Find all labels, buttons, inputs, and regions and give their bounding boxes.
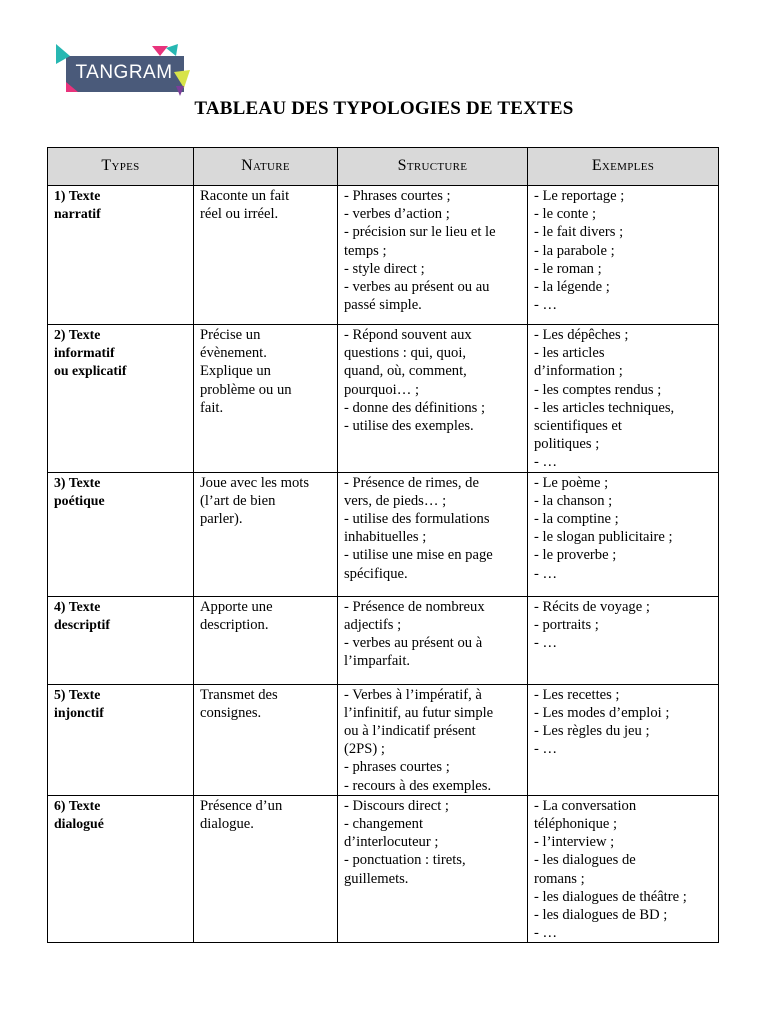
cell-line: - La conversation bbox=[534, 797, 637, 814]
cell-exemples bbox=[528, 472, 719, 596]
cell-line: - l’interview ; bbox=[534, 834, 615, 851]
cell-line: Apporte une bbox=[200, 598, 273, 615]
cell-line: (2PS) ; bbox=[344, 741, 385, 758]
typologies-table bbox=[47, 147, 719, 943]
cell-line: - portraits ; bbox=[534, 616, 599, 633]
cell-line: dialogué bbox=[54, 816, 104, 832]
cell-line: temps ; bbox=[344, 242, 387, 259]
cell-line: 1) Texte bbox=[54, 188, 101, 203]
cell-line: d’interlocuteur ; bbox=[344, 834, 439, 851]
cell-line: - utilise une mise en page bbox=[344, 547, 493, 564]
cell-line: - changement bbox=[344, 816, 424, 833]
table-row bbox=[48, 795, 719, 943]
cell-line: téléphonique ; bbox=[534, 816, 618, 833]
cell-line: parler). bbox=[200, 511, 243, 528]
cell-structure bbox=[338, 472, 528, 596]
cell-line: passé simple. bbox=[344, 297, 422, 314]
cell-line: - style direct ; bbox=[344, 260, 425, 277]
cell-line: - Les dépêches ; bbox=[534, 327, 629, 343]
cell-exemples bbox=[528, 795, 719, 943]
table-row bbox=[48, 186, 719, 325]
cell-line: (l’art de bien bbox=[200, 492, 276, 509]
cell-line: - utilise des exemples. bbox=[344, 418, 474, 435]
cell-structure bbox=[338, 325, 528, 473]
cell-line: ou explicatif bbox=[54, 363, 127, 379]
header-structure: Structure bbox=[338, 148, 528, 186]
cell-line: - recours à des exemples. bbox=[344, 777, 492, 794]
cell-line: - la comptine ; bbox=[534, 511, 619, 528]
cell-line: - Les recettes ; bbox=[534, 686, 620, 703]
cell-nature bbox=[194, 186, 338, 325]
cell-line: problème ou un bbox=[200, 381, 292, 398]
cell-line: guillemets. bbox=[344, 870, 409, 887]
cell-line: - Récits de voyage ; bbox=[534, 598, 650, 615]
table-row bbox=[48, 325, 719, 473]
cell-line: - verbes au présent ou à bbox=[344, 635, 483, 652]
table-row bbox=[48, 596, 719, 684]
cell-line: romans ; bbox=[534, 870, 585, 887]
cell-line: - les articles bbox=[534, 345, 605, 362]
cell-line: quand, où, comment, bbox=[344, 363, 467, 380]
tangram-logo bbox=[56, 42, 190, 98]
cell-line: - ponctuation : tirets, bbox=[344, 852, 466, 869]
cell-type bbox=[48, 596, 194, 684]
cell-line: consignes. bbox=[200, 704, 262, 721]
cell-exemples bbox=[528, 325, 719, 473]
cell-type bbox=[48, 325, 194, 473]
cell-type bbox=[48, 684, 194, 795]
cell-structure bbox=[338, 596, 528, 684]
cell-nature bbox=[194, 472, 338, 596]
cell-exemples bbox=[528, 186, 719, 325]
cell-type bbox=[48, 795, 194, 943]
table-row bbox=[48, 472, 719, 596]
cell-line: réel ou irréel. bbox=[200, 206, 279, 223]
cell-line: - Discours direct ; bbox=[344, 797, 449, 814]
cell-line: 5) Texte bbox=[54, 686, 101, 702]
cell-line: - donne des définitions ; bbox=[344, 399, 486, 416]
cell-line: - les dialogues de bbox=[534, 852, 636, 869]
cell-exemples bbox=[528, 596, 719, 684]
cell-line: 3) Texte bbox=[54, 474, 101, 490]
cell-line: l’imparfait. bbox=[344, 653, 411, 670]
cell-line: 6) Texte bbox=[54, 797, 101, 813]
cell-line: inhabituelles ; bbox=[344, 529, 427, 546]
cell-line: - les dialogues de théâtre ; bbox=[534, 888, 687, 905]
cell-line: ou à l’indicatif présent bbox=[344, 723, 476, 740]
cell-nature bbox=[194, 684, 338, 795]
table-row bbox=[48, 684, 719, 795]
cell-line: - le fait divers ; bbox=[534, 224, 624, 241]
cell-line: Transmet des bbox=[200, 686, 278, 703]
cell-line: adjectifs ; bbox=[344, 616, 402, 633]
cell-line: - Le reportage ; bbox=[534, 188, 625, 204]
cell-line: l’infinitif, au futur simple bbox=[344, 704, 494, 721]
cell-line: - la légende ; bbox=[534, 279, 610, 296]
cell-line: - la parabole ; bbox=[534, 242, 615, 259]
cell-line: d’information ; bbox=[534, 363, 623, 380]
cell-line: narratif bbox=[54, 206, 101, 222]
cell-line: - les comptes rendus ; bbox=[534, 381, 662, 398]
page-title: TABLEAU DES TYPOLOGIES DE TEXTES bbox=[194, 98, 574, 119]
cell-nature bbox=[194, 325, 338, 473]
cell-line: Précise un bbox=[200, 327, 261, 343]
cell-line: poétique bbox=[54, 492, 105, 508]
cell-line: pourquoi… ; bbox=[344, 381, 419, 398]
cell-line: Présence d’un bbox=[200, 797, 283, 814]
cell-line: - verbes au présent ou au bbox=[344, 279, 490, 296]
cell-line: - les articles techniques, bbox=[534, 399, 675, 416]
cell-line: - … bbox=[534, 741, 558, 758]
cell-line: - Le poème ; bbox=[534, 474, 609, 491]
cell-nature bbox=[194, 596, 338, 684]
cell-line: - utilise des formulations bbox=[344, 511, 490, 528]
cell-line: vers, de pieds… ; bbox=[344, 492, 447, 509]
cell-line: 4) Texte bbox=[54, 598, 101, 614]
cell-line: - le roman ; bbox=[534, 260, 602, 277]
cell-line: - Phrases courtes ; bbox=[344, 188, 451, 204]
header-nature: Nature bbox=[194, 148, 338, 186]
cell-line: - … bbox=[534, 454, 558, 471]
header-exemples: Exemples bbox=[528, 148, 719, 186]
cell-structure bbox=[338, 186, 528, 325]
cell-line: - Les modes d’emploi ; bbox=[534, 704, 670, 721]
cell-type bbox=[48, 186, 194, 325]
cell-line: - le proverbe ; bbox=[534, 547, 617, 564]
cell-type bbox=[48, 472, 194, 596]
cell-line: informatif bbox=[54, 345, 115, 361]
cell-structure bbox=[338, 795, 528, 943]
cell-line: - … bbox=[534, 297, 558, 314]
cell-line: - la chanson ; bbox=[534, 492, 613, 509]
cell-line: injonctif bbox=[54, 704, 104, 720]
cell-line: - le conte ; bbox=[534, 206, 596, 223]
cell-line: - verbes d’action ; bbox=[344, 206, 450, 223]
cell-line: 2) Texte bbox=[54, 327, 101, 342]
cell-line: évènement. bbox=[200, 345, 267, 362]
logo-wordmark: TANGRAM bbox=[75, 62, 173, 83]
cell-line: - phrases courtes ; bbox=[344, 759, 450, 776]
cell-line: politiques ; bbox=[534, 436, 600, 453]
cell-line: - Les règles du jeu ; bbox=[534, 723, 650, 740]
cell-line: - Répond souvent aux bbox=[344, 327, 472, 343]
cell-line: - les dialogues de BD ; bbox=[534, 907, 668, 924]
cell-line: - … bbox=[534, 635, 558, 652]
cell-line: - le slogan publicitaire ; bbox=[534, 529, 673, 546]
cell-line: - … bbox=[534, 925, 558, 942]
cell-line: dialogue. bbox=[200, 816, 254, 833]
cell-line: spécifique. bbox=[344, 565, 408, 582]
cell-line: questions : qui, quoi, bbox=[344, 345, 467, 362]
cell-exemples bbox=[528, 684, 719, 795]
cell-line: fait. bbox=[200, 399, 224, 416]
cell-line: - Verbes à l’impératif, à bbox=[344, 686, 482, 703]
cell-line: description. bbox=[200, 616, 269, 633]
cell-line: Explique un bbox=[200, 363, 271, 380]
cell-line: scientifiques et bbox=[534, 418, 622, 435]
cell-line: - … bbox=[534, 565, 558, 582]
cell-structure bbox=[338, 684, 528, 795]
cell-line: Joue avec les mots bbox=[200, 474, 310, 491]
header-types: Types bbox=[48, 148, 194, 186]
cell-line: descriptif bbox=[54, 616, 110, 632]
header-row bbox=[48, 148, 719, 186]
cell-nature bbox=[194, 795, 338, 943]
cell-line: - précision sur le lieu et le bbox=[344, 224, 496, 241]
cell-line: - Présence de rimes, de bbox=[344, 474, 479, 491]
cell-line: Raconte un fait bbox=[200, 188, 290, 204]
cell-line: - Présence de nombreux bbox=[344, 598, 485, 615]
